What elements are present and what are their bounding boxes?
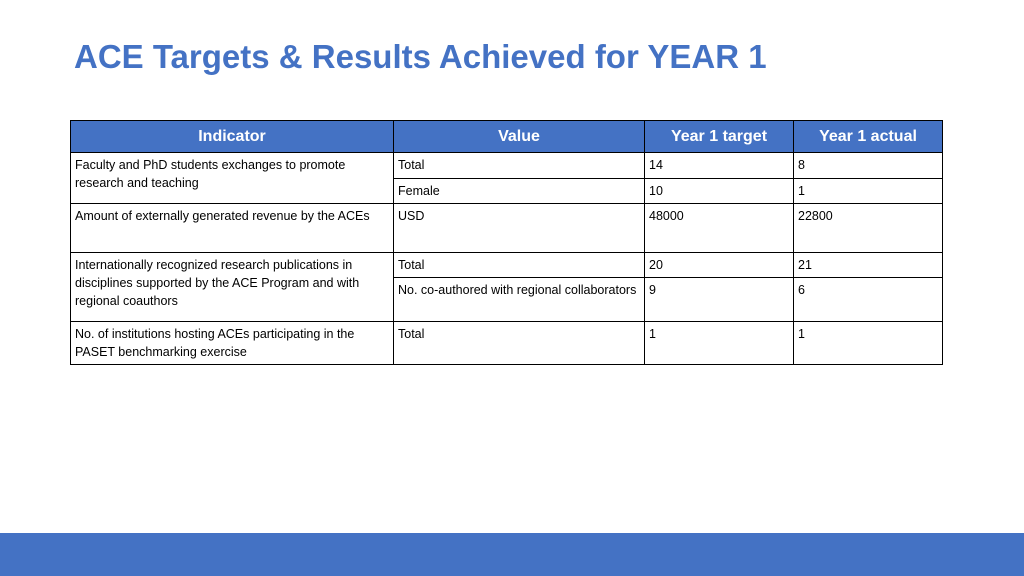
value-cell: Female	[394, 179, 645, 204]
target-cell: 9	[645, 278, 794, 322]
actual-cell: 6	[794, 278, 943, 322]
results-table	[70, 120, 943, 365]
target-cell: 20	[645, 253, 794, 278]
header-value: Value	[394, 121, 645, 153]
header-year1-actual: Year 1 actual	[794, 121, 943, 153]
table-row	[71, 322, 943, 365]
actual-cell: 22800	[794, 204, 943, 253]
value-cell: USD	[394, 204, 645, 253]
value-cell: Total	[394, 322, 645, 365]
value-cell: No. co-authored with regional collaborators	[394, 278, 645, 322]
target-cell: 10	[645, 179, 794, 204]
target-cell: 14	[645, 153, 794, 179]
table-row	[71, 253, 943, 278]
header-year1-target: Year 1 target	[645, 121, 794, 153]
indicator-cell: Faculty and PhD students exchanges to promote research and teaching	[71, 153, 394, 204]
actual-cell: 1	[794, 322, 943, 365]
actual-cell: 21	[794, 253, 943, 278]
value-cell: Total	[394, 153, 645, 179]
value-cell: Total	[394, 253, 645, 278]
table-row	[71, 204, 943, 253]
header-indicator: Indicator	[71, 121, 394, 153]
table-header-row	[71, 121, 943, 153]
target-cell: 1	[645, 322, 794, 365]
actual-cell: 1	[794, 179, 943, 204]
indicator-cell: Amount of externally generated revenue by the ACEs	[71, 204, 394, 253]
target-cell: 48000	[645, 204, 794, 253]
indicator-cell: No. of institutions hosting ACEs participating in the PASET benchmarking exercise	[71, 322, 394, 365]
actual-cell: 8	[794, 153, 943, 179]
footer-bar	[0, 533, 1024, 576]
slide-title: ACE Targets & Results Achieved for YEAR 1	[74, 38, 767, 75]
table-row	[71, 153, 943, 179]
indicator-cell: Internationally recognized research publications in disciplines supported by the ACE Program and with regional coauthors	[71, 253, 394, 322]
